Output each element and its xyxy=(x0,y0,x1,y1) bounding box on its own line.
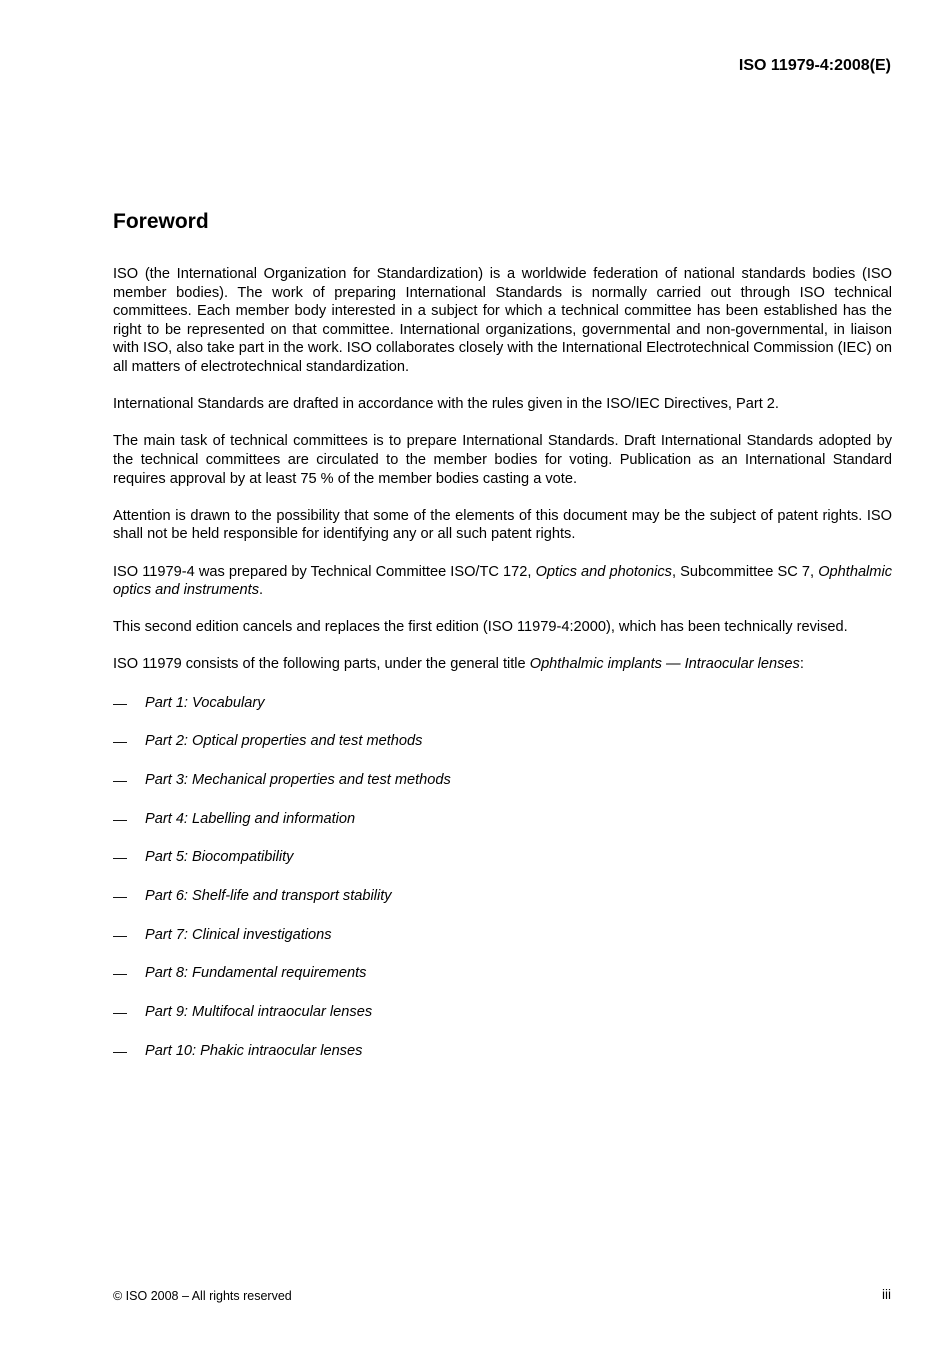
main-content xyxy=(113,206,892,1080)
committee-title: Optics and photonics xyxy=(535,563,672,580)
list-item xyxy=(113,925,892,945)
paragraph-prepared-by xyxy=(113,563,892,600)
paragraph-edition: This second edition cancels and replaces the first edition (ISO 11979-4:2000), which has been technically revised. xyxy=(113,619,848,636)
dash-bullet: — xyxy=(113,694,127,711)
page-title: Foreword xyxy=(113,210,209,233)
part-title: Part 5: Biocompatibility xyxy=(145,849,294,866)
paragraph-parts-intro xyxy=(113,655,892,674)
parts-intro-text-b: : xyxy=(799,656,804,673)
list-item xyxy=(113,731,892,751)
list-item xyxy=(113,809,892,829)
dash-bullet: — xyxy=(113,772,127,789)
foreword-body xyxy=(113,265,892,1061)
prepared-by-text-c: . xyxy=(259,582,264,599)
list-item xyxy=(113,886,892,906)
part-title: Part 4: Labelling and information xyxy=(145,810,356,827)
parts-intro-text-a: ISO 11979 consists of the following parts, under the general title xyxy=(113,656,530,673)
general-title: Ophthalmic implants — Intraocular lenses xyxy=(529,656,800,673)
dash-bullet: — xyxy=(113,1004,127,1021)
subcommittee-title: Ophthalmic optics and instruments xyxy=(113,563,892,599)
dash-bullet: — xyxy=(113,926,127,943)
parts-list xyxy=(113,693,892,1061)
list-item xyxy=(113,1041,892,1061)
dash-bullet: — xyxy=(113,888,127,905)
list-item xyxy=(113,1002,892,1022)
copyright-notice: © ISO 2008 – All rights reserved xyxy=(113,1289,292,1303)
page-number: iii xyxy=(882,1287,891,1302)
dash-bullet: — xyxy=(113,810,127,827)
paragraph-drafting-rules: International Standards are drafted in accordance with the rules given in the ISO/IEC Directives, Part 2. xyxy=(113,396,779,413)
part-title: Part 1: Vocabulary xyxy=(145,694,265,711)
list-item xyxy=(113,963,892,983)
document-id: ISO 11979-4:2008(E) xyxy=(738,57,891,74)
part-title: Part 9: Multifocal intraocular lenses xyxy=(145,1004,373,1021)
dash-bullet: — xyxy=(113,733,127,750)
paragraph-committee-task: The main task of technical committees is to prepare International Standards. Draft International Standards adopted by the technical committees are circulated to the member bodies for voting. Publication as an International Standard requires approval by at least 75 % of the member bodies casting a vote. xyxy=(113,433,892,487)
prepared-by-text-a: ISO 11979-4 was prepared by Technical Committee ISO/TC 172, xyxy=(113,563,536,580)
part-title: Part 2: Optical properties and test methods xyxy=(145,733,423,750)
dash-bullet: — xyxy=(113,849,127,866)
paragraph-iso-intro: ISO (the International Organization for Standardization) is a worldwide federation of national standards bodies (ISO member bodies). The work of preparing International Standards is normally carried out through ISO technical committees. Each member body interested in a subject for which a technical committee has been established has the right to be represented on that committee. International organizations, governmental and non-governmental, in liaison with ISO, also take part in the work. ISO collaborates closely with the International Electrotechnical Commission (IEC) on all matters of electrotechnical standardization. xyxy=(113,266,892,375)
list-item xyxy=(113,693,892,713)
part-title: Part 10: Phakic intraocular lenses xyxy=(145,1042,363,1059)
dash-bullet: — xyxy=(113,1042,127,1059)
part-title: Part 3: Mechanical properties and test methods xyxy=(145,772,451,789)
list-item xyxy=(113,847,892,867)
part-title: Part 8: Fundamental requirements xyxy=(145,965,367,982)
dash-bullet: — xyxy=(113,965,127,982)
list-item xyxy=(113,770,892,790)
part-title: Part 7: Clinical investigations xyxy=(145,926,332,943)
paragraph-patent-rights: Attention is drawn to the possibility that some of the elements of this document may be the subject of patent rights. ISO shall not be held responsible for identifying any or all such patent rights. xyxy=(113,507,892,543)
part-title: Part 6: Shelf-life and transport stability xyxy=(145,888,392,905)
prepared-by-text-b: , Subcommittee SC 7, xyxy=(671,563,819,580)
